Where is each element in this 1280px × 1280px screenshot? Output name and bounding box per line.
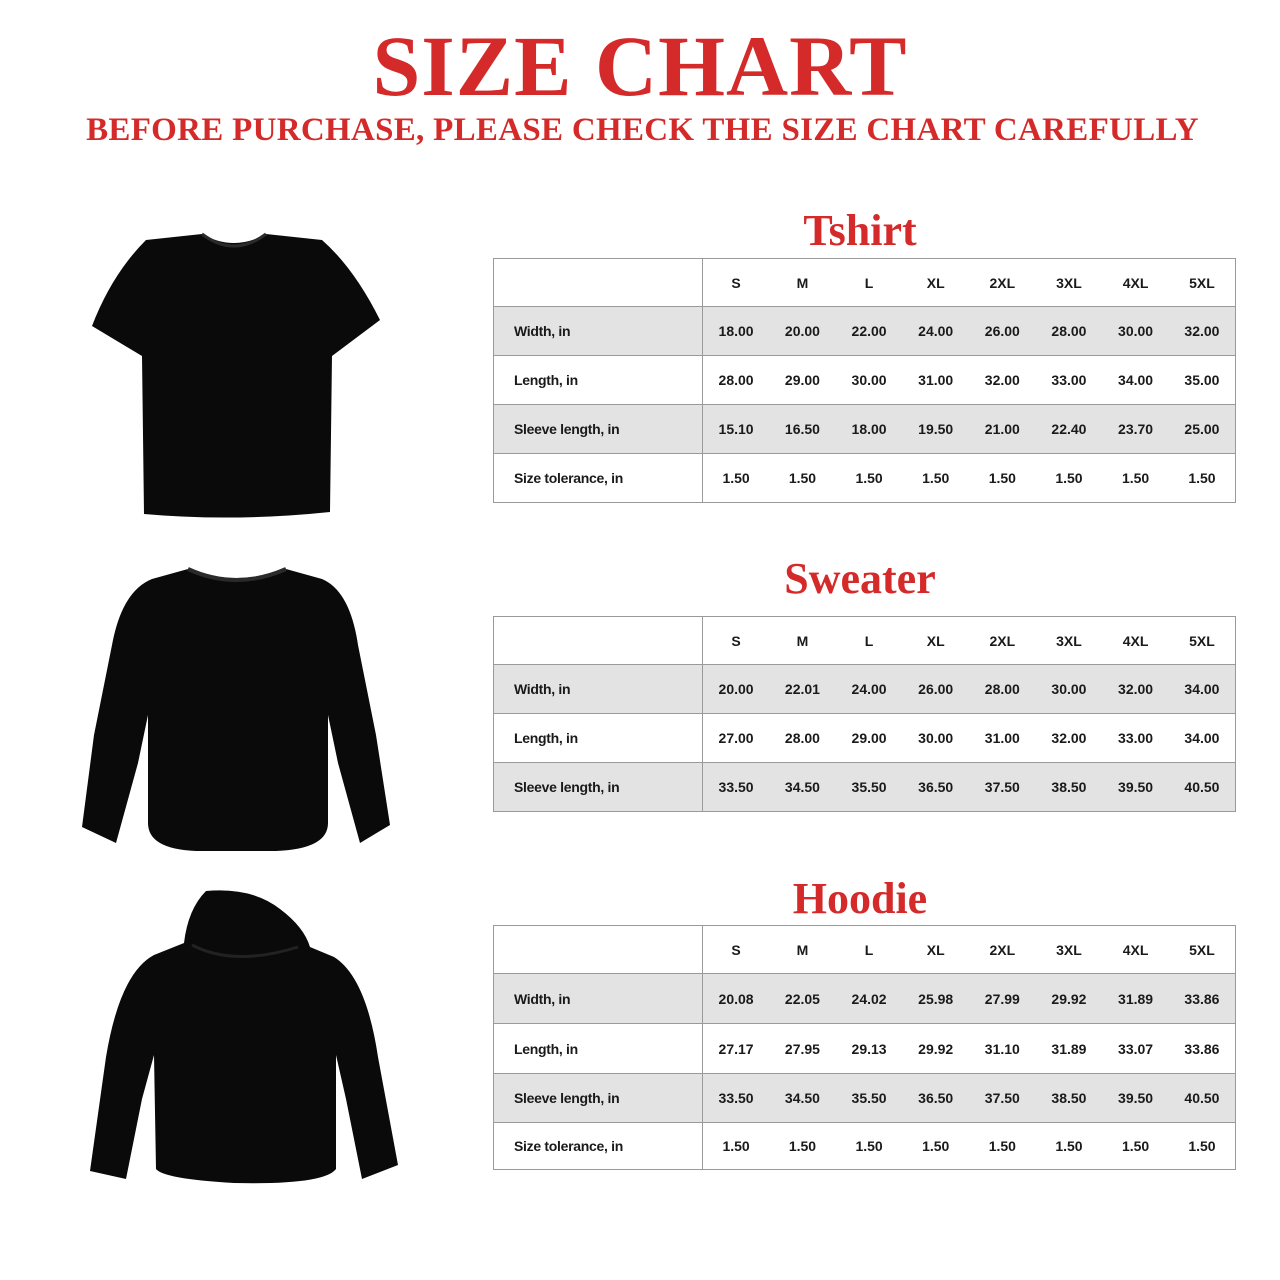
table-cell: 27.00 <box>703 714 770 763</box>
table-cell: 20.08 <box>703 974 770 1024</box>
table-cell: 22.00 <box>836 307 903 356</box>
row-label: Length, in <box>494 1024 703 1074</box>
table-header-row <box>494 259 1236 307</box>
table-cell: 33.50 <box>703 1074 770 1123</box>
table-cell: 1.50 <box>969 454 1036 503</box>
table-cell: 1.50 <box>703 1123 770 1170</box>
size-header: S <box>703 926 770 974</box>
table-cell: 28.00 <box>969 665 1036 714</box>
table-cell: 22.01 <box>769 665 836 714</box>
table-cell: 31.89 <box>1102 974 1169 1024</box>
row-label: Length, in <box>494 356 703 405</box>
table-cell: 40.50 <box>1169 763 1236 812</box>
size-header: 5XL <box>1169 926 1236 974</box>
table-cell: 24.00 <box>902 307 969 356</box>
table-cell: 31.10 <box>969 1024 1036 1074</box>
table-cell: 26.00 <box>902 665 969 714</box>
row-label: Size tolerance, in <box>494 1123 703 1170</box>
table-cell: 28.00 <box>769 714 836 763</box>
table-cell: 33.86 <box>1169 974 1236 1024</box>
tshirt-section-title: Tshirt <box>803 206 917 255</box>
table-cell: 1.50 <box>969 1123 1036 1170</box>
page-subtitle: BEFORE PURCHASE, PLEASE CHECK THE SIZE CHART CAREFULLY <box>86 112 1199 148</box>
size-header: M <box>769 617 836 665</box>
table-cell: 33.50 <box>703 763 770 812</box>
table-cell: 33.00 <box>1036 356 1103 405</box>
size-header: 3XL <box>1036 259 1103 307</box>
table-cell: 40.50 <box>1169 1074 1236 1123</box>
table-cell: 27.99 <box>969 974 1036 1024</box>
table-cell: 38.50 <box>1036 763 1103 812</box>
table-cell: 25.00 <box>1169 405 1236 454</box>
table-cell: 21.00 <box>969 405 1036 454</box>
table-cell: 29.00 <box>836 714 903 763</box>
table-cell: 29.00 <box>769 356 836 405</box>
table-cell: 25.98 <box>902 974 969 1024</box>
table-cell: 27.17 <box>703 1024 770 1074</box>
size-header: 2XL <box>969 926 1036 974</box>
size-header: XL <box>902 617 969 665</box>
tshirt-icon <box>84 228 384 520</box>
size-header: L <box>836 926 903 974</box>
sweater-icon <box>76 565 398 855</box>
table-cell: 35.00 <box>1169 356 1236 405</box>
table-cell: 32.00 <box>969 356 1036 405</box>
table-row <box>494 356 1236 405</box>
row-label: Sleeve length, in <box>494 1074 703 1123</box>
table-cell: 1.50 <box>1169 454 1236 503</box>
table-row <box>494 974 1236 1024</box>
header-corner-cell <box>494 617 703 665</box>
table-row <box>494 1123 1236 1170</box>
size-header: L <box>836 617 903 665</box>
size-header: 4XL <box>1102 259 1169 307</box>
table-cell: 33.86 <box>1169 1024 1236 1074</box>
row-label: Sleeve length, in <box>494 405 703 454</box>
table-row <box>494 1024 1236 1074</box>
table-cell: 20.00 <box>769 307 836 356</box>
table-cell: 32.00 <box>1036 714 1103 763</box>
table-cell: 32.00 <box>1102 665 1169 714</box>
table-cell: 37.50 <box>969 1074 1036 1123</box>
size-header: XL <box>902 259 969 307</box>
table-cell: 22.40 <box>1036 405 1103 454</box>
table-cell: 30.00 <box>836 356 903 405</box>
row-label: Size tolerance, in <box>494 454 703 503</box>
table-cell: 24.02 <box>836 974 903 1024</box>
table-cell: 31.00 <box>902 356 969 405</box>
tshirt-size-table <box>493 258 1236 503</box>
table-cell: 29.92 <box>1036 974 1103 1024</box>
table-cell: 31.89 <box>1036 1024 1103 1074</box>
table-cell: 1.50 <box>703 454 770 503</box>
table-cell: 1.50 <box>902 1123 969 1170</box>
table-cell: 20.00 <box>703 665 770 714</box>
size-header: S <box>703 617 770 665</box>
hoodie-section-title: Hoodie <box>792 874 928 923</box>
header-corner-cell <box>494 926 703 974</box>
table-cell: 29.13 <box>836 1024 903 1074</box>
table-cell: 30.00 <box>1102 307 1169 356</box>
size-header: M <box>769 926 836 974</box>
hoodie-size-table <box>493 925 1236 1170</box>
table-cell: 37.50 <box>969 763 1036 812</box>
table-cell: 30.00 <box>902 714 969 763</box>
table-cell: 1.50 <box>1169 1123 1236 1170</box>
table-cell: 33.00 <box>1102 714 1169 763</box>
table-header-row <box>494 926 1236 974</box>
table-row <box>494 714 1236 763</box>
row-label: Sleeve length, in <box>494 763 703 812</box>
sweater-section-title: Sweater <box>784 554 936 603</box>
table-cell: 1.50 <box>769 1123 836 1170</box>
table-cell: 34.00 <box>1169 665 1236 714</box>
table-cell: 23.70 <box>1102 405 1169 454</box>
table-cell: 19.50 <box>902 405 969 454</box>
table-row <box>494 307 1236 356</box>
table-cell: 35.50 <box>836 1074 903 1123</box>
table-cell: 28.00 <box>1036 307 1103 356</box>
table-cell: 18.00 <box>703 307 770 356</box>
sweater-size-table <box>493 616 1236 812</box>
table-cell: 22.05 <box>769 974 836 1024</box>
table-cell: 29.92 <box>902 1024 969 1074</box>
table-cell: 16.50 <box>769 405 836 454</box>
size-header: XL <box>902 926 969 974</box>
size-header: S <box>703 259 770 307</box>
table-cell: 1.50 <box>1102 454 1169 503</box>
row-label: Width, in <box>494 307 703 356</box>
row-label: Width, in <box>494 974 703 1024</box>
table-cell: 1.50 <box>836 1123 903 1170</box>
row-label: Length, in <box>494 714 703 763</box>
page-title: SIZE CHART <box>372 18 908 114</box>
table-row <box>494 763 1236 812</box>
table-cell: 34.50 <box>769 763 836 812</box>
table-cell: 26.00 <box>969 307 1036 356</box>
size-header: 2XL <box>969 259 1036 307</box>
table-cell: 34.00 <box>1102 356 1169 405</box>
table-cell: 1.50 <box>836 454 903 503</box>
table-cell: 39.50 <box>1102 1074 1169 1123</box>
table-cell: 28.00 <box>703 356 770 405</box>
size-header: 5XL <box>1169 259 1236 307</box>
table-cell: 1.50 <box>769 454 836 503</box>
size-header: 4XL <box>1102 926 1169 974</box>
table-cell: 34.00 <box>1169 714 1236 763</box>
table-cell: 1.50 <box>902 454 969 503</box>
hoodie-icon <box>84 887 402 1189</box>
size-header: 3XL <box>1036 617 1103 665</box>
table-cell: 24.00 <box>836 665 903 714</box>
header-corner-cell <box>494 259 703 307</box>
table-row <box>494 1074 1236 1123</box>
table-cell: 31.00 <box>969 714 1036 763</box>
table-cell: 1.50 <box>1036 454 1103 503</box>
table-cell: 33.07 <box>1102 1024 1169 1074</box>
table-cell: 36.50 <box>902 1074 969 1123</box>
table-cell: 34.50 <box>769 1074 836 1123</box>
size-header: 4XL <box>1102 617 1169 665</box>
table-row <box>494 454 1236 503</box>
size-header: 2XL <box>969 617 1036 665</box>
size-header: 3XL <box>1036 926 1103 974</box>
table-cell: 38.50 <box>1036 1074 1103 1123</box>
table-cell: 27.95 <box>769 1024 836 1074</box>
table-row <box>494 405 1236 454</box>
table-cell: 36.50 <box>902 763 969 812</box>
table-cell: 18.00 <box>836 405 903 454</box>
table-cell: 30.00 <box>1036 665 1103 714</box>
table-cell: 35.50 <box>836 763 903 812</box>
size-header: 5XL <box>1169 617 1236 665</box>
table-cell: 1.50 <box>1036 1123 1103 1170</box>
table-cell: 1.50 <box>1102 1123 1169 1170</box>
table-cell: 32.00 <box>1169 307 1236 356</box>
table-row <box>494 665 1236 714</box>
size-header: L <box>836 259 903 307</box>
table-cell: 39.50 <box>1102 763 1169 812</box>
table-cell: 15.10 <box>703 405 770 454</box>
size-header: M <box>769 259 836 307</box>
row-label: Width, in <box>494 665 703 714</box>
table-header-row <box>494 617 1236 665</box>
